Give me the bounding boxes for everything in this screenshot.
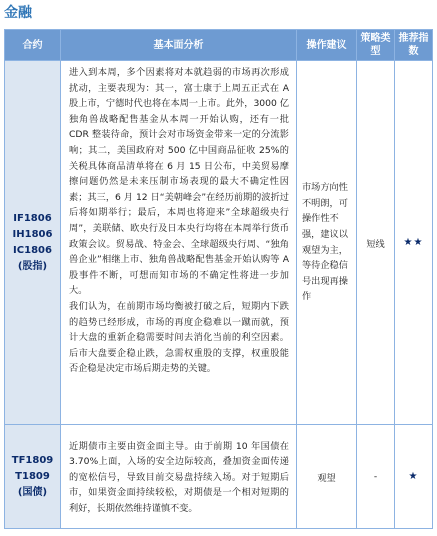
section-title: 金融 bbox=[4, 5, 32, 21]
table-row-stock-index bbox=[5, 61, 433, 425]
analysis-cell bbox=[61, 425, 297, 529]
strategy-cell bbox=[357, 425, 395, 529]
rating-cell bbox=[395, 425, 433, 529]
contract-code: IC1806 bbox=[13, 244, 52, 256]
advice-text: 市场方向性不明朗，可操作性不强，建议以观望为主，等待企稳信号出现再操作 bbox=[302, 182, 348, 303]
header-contract: 合约 bbox=[5, 30, 61, 61]
advice-cell bbox=[297, 61, 357, 425]
contract-cell bbox=[5, 425, 61, 529]
contract-cell bbox=[5, 61, 61, 425]
analysis-paragraph: 我们认为，在前期市场均衡被打破之后，短期内下跌的趋势已经形成，市场的再度企稳难以一蹴而就，预计大盘的重新企稳需要时间去消化当前的利空因素。后市大盘要企稳止跌，急需权重股的支撑，权重股能否企稳是决定市场后期走势的关键。 bbox=[69, 300, 289, 375]
contract-category: (股指) bbox=[17, 260, 48, 272]
table-row-treasury bbox=[5, 425, 433, 529]
advice-text: 观望 bbox=[317, 472, 336, 484]
contract-code: IF1806 bbox=[13, 212, 52, 224]
strategy-text: 短线 bbox=[366, 238, 385, 250]
star-rating-icon: ★ bbox=[408, 471, 419, 482]
strategy-text: - bbox=[373, 471, 378, 482]
header-strategy: 策略类型 bbox=[357, 30, 395, 61]
strategy-cell bbox=[357, 61, 395, 425]
table-header-row bbox=[5, 30, 433, 61]
futures-strategy-table bbox=[4, 29, 433, 529]
rating-cell bbox=[395, 61, 433, 425]
header-analysis: 基本面分析 bbox=[61, 30, 297, 61]
analysis-paragraph: 进入到本周，多个因素将对本就趋弱的市场再次形成扰动，主要表现为：其一，富士康于上周五正式在 A 股上市，宁德时代也将在本周一上市。此外，3000 亿独角兽战略配售基金从本周一开始认购，还有一批 CDR 整装待命，预计会对市场资金带来一定的分流影响；其二，美国政府对 500 亿中国商品征收 25%的关税具体商品清单将在 6 月 15 日公布，中美贸易摩擦问题仍然是未来压制市场表现的最大不确定性因素；其三，6 月 12 日“美朝峰会”在经历前期的波折过后将如期举行；最后，本周也将迎来”全球超级央行周”，美联储、欧央行及日本央行均将在本周举行货币政策会议。贸易战、特金会、全球超级央行周、“独角兽企业”相继上市、独角兽战略配售基金开始认购等 A 股事件不断，可想而知市场的不确定性将进一步加大。 bbox=[69, 67, 289, 297]
header-rating: 推荐指数 bbox=[395, 30, 433, 61]
analysis-cell bbox=[61, 61, 297, 425]
contract-code: TF1809 bbox=[11, 454, 54, 466]
star-rating-icon: ★★ bbox=[403, 237, 424, 248]
header-advice: 操作建议 bbox=[297, 30, 357, 61]
analysis-paragraph: 近期债市主要由资金面主导。由于前期 10 年国债在 3.70%上面，入场的安全边际较高，叠加资金面传递的宽松信号，导致目前交易盘持续入场。对于短期后市，如果资金面持续较松，对期债是一个相对短期的利好，长期依然维持谨慎不变。 bbox=[69, 440, 289, 514]
contract-category: (国债) bbox=[17, 486, 48, 498]
advice-cell bbox=[297, 425, 357, 529]
contract-code: T1809 bbox=[15, 470, 50, 482]
contract-code: IH1806 bbox=[12, 228, 53, 240]
